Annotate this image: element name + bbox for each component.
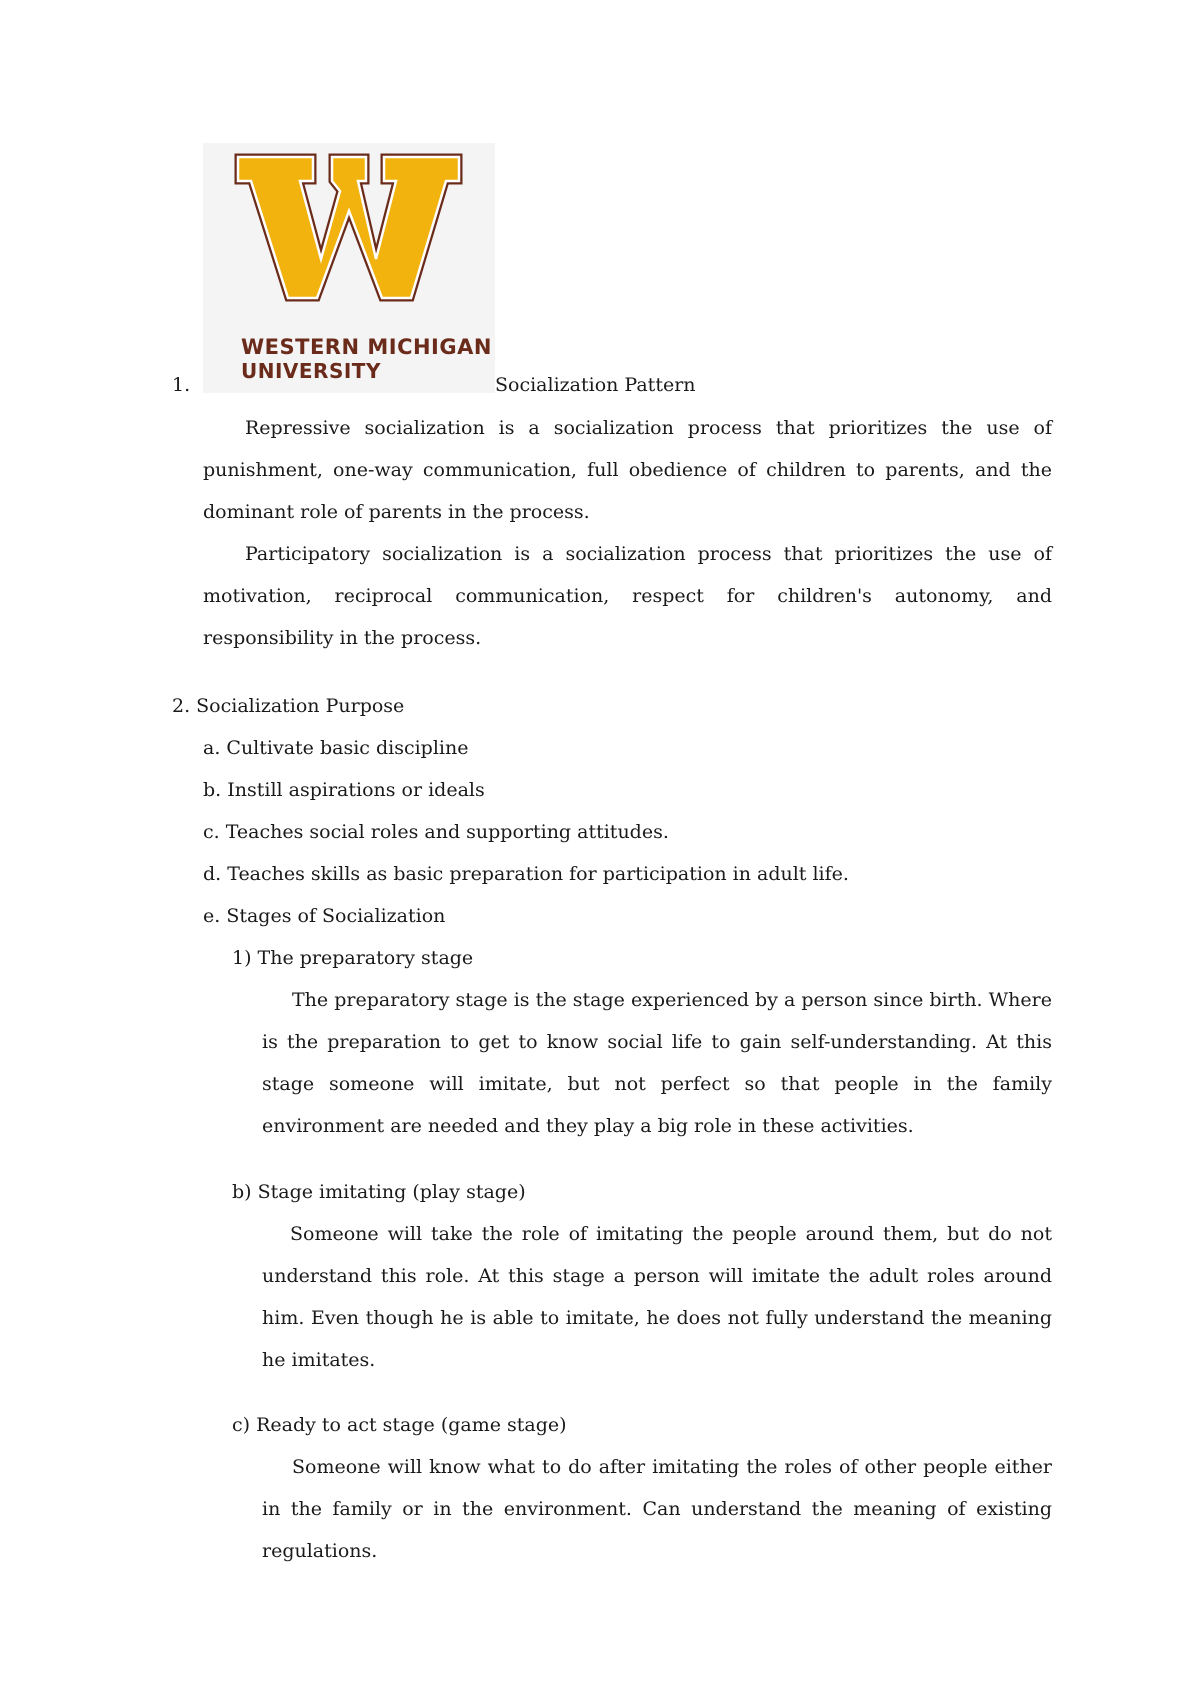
stage2-heading: b) Stage imitating (play stage) (232, 1181, 526, 1203)
list-item-a: a. Cultivate basic discipline (203, 737, 469, 759)
list-item-c: c. Teaches social roles and supporting attitudes. (203, 821, 669, 843)
list-item-b: b. Instill aspirations or ideals (203, 779, 485, 801)
list-item-d: d. Teaches skills as basic preparation for participation in adult life. (203, 863, 849, 885)
stage1-text: The preparatory stage is the stage experienced by a person since birth. Where is the preparation to get to know social life to gain self-understanding. At this stage someone will imitate, but not perfect so that people in the family environment are needed and they play a big role in these activities. (262, 989, 1052, 1137)
stage3-text: Someone will know what to do after imitating the roles of other people either in the family or in the environment. Can understand the meaning of existing regulations. (262, 1456, 1052, 1562)
wmu-logo (203, 143, 495, 393)
list-item-e: e. Stages of Socialization (203, 905, 446, 927)
paragraph-participatory: Participatory socialization is a socialization process that prioritizes the use of motivation, reciprocal communication, respect for children's autonomy, and responsibility in the process. (203, 543, 1052, 649)
logo-text-line1: WESTERN MICHIGAN (241, 335, 492, 359)
section1-number: 1. (172, 374, 191, 396)
paragraph-repressive: Repressive socialization is a socialization process that prioritizes the use of punishment, one-way communication, full obedience of children to parents, and the dominant role of parents in the process. (203, 417, 1052, 523)
stage2-text: Someone will take the role of imitating the people around them, but do not understand this role. At this stage a person will imitate the adult roles around him. Even though he is able to imitate, he does not fully understand the meaning he imitates. (262, 1223, 1052, 1371)
stage1-heading: 1) The preparatory stage (232, 947, 474, 969)
stage3-heading: c) Ready to act stage (game stage) (232, 1414, 567, 1436)
section1-title: Socialization Pattern (495, 374, 696, 396)
logo-text-line2: UNIVERSITY (241, 359, 381, 383)
section2-heading: 2. Socialization Purpose (172, 695, 405, 717)
